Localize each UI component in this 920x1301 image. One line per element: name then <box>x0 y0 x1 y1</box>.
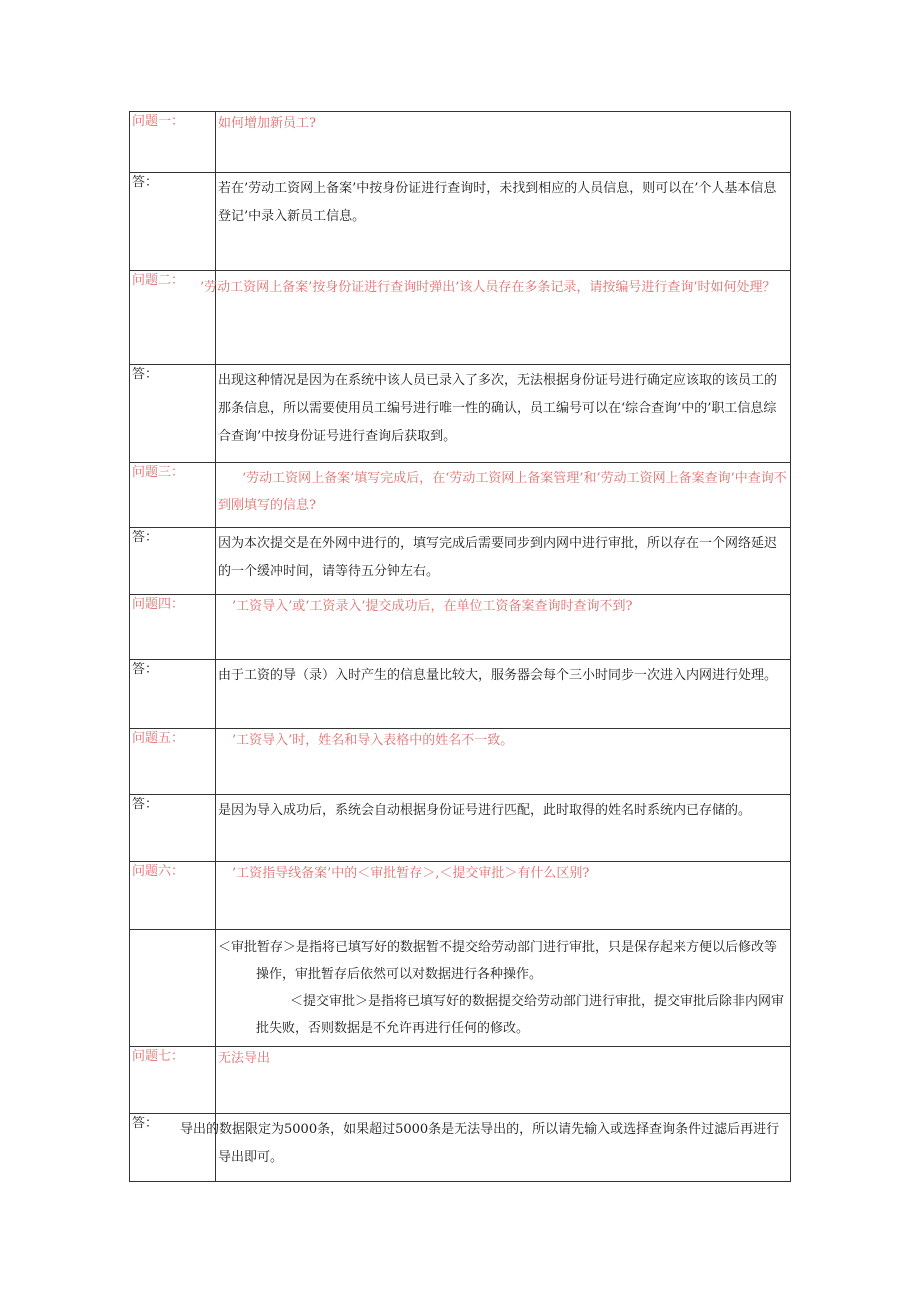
question-label: 问题一： <box>130 112 216 173</box>
answer-text: 导出的数据限定为5000条，如果超过5000条是无法导出的，所以请先输入或选择查询条件过滤后再进行导出即可。 <box>216 1114 791 1182</box>
answer-row <box>130 930 791 1047</box>
question-label: 问题七： <box>130 1047 216 1114</box>
answer-label: 答： <box>130 795 216 862</box>
question-row <box>130 463 791 528</box>
question-text: 无法导出 <box>216 1047 791 1114</box>
question-row <box>130 1047 791 1114</box>
answer-row <box>130 1114 791 1182</box>
answer-paragraph: ＜提交审批＞是指将已填写好的数据提交给劳动部门进行审批，提交审批后除非内网审批失败，否则数据是不允许再进行任何的修改。 <box>256 994 785 1036</box>
question-label: 问题五： <box>130 729 216 795</box>
question-label: 问题六： <box>130 862 216 930</box>
question-row <box>130 595 791 660</box>
answer-row <box>130 365 791 463</box>
answer-text: 因为本次提交是在外网中进行的，填写完成后需要同步到内网中进行审批，所以存在一个网络延迟的一个缓冲时间，请等待五分钟左右。 <box>216 528 791 595</box>
question-text: ’工资指导线备案’中的＜审批暂存＞,＜提交审批＞有什么区别? <box>216 862 791 930</box>
question-label: 问题四： <box>130 595 216 660</box>
question-row <box>130 729 791 795</box>
answer-row <box>130 795 791 862</box>
answer-row <box>130 528 791 595</box>
answer-row <box>130 660 791 729</box>
faq-table <box>129 111 791 1182</box>
question-text: ‘劳动工资网上备案’填写完成后，在‘劳动工资网上备案管理’和’劳动工资网上备案查询’中查询不到刚填写的信息? <box>216 463 791 528</box>
answer-label: 答： <box>130 528 216 595</box>
question-label: 问题二： <box>130 271 216 365</box>
answer-text: 由于工资的导（录）入时产生的信息量比较大，服务器会每个三小时同步一次进入内网进行处理。 <box>216 660 791 729</box>
question-row <box>130 271 791 365</box>
answer-text <box>216 930 791 1047</box>
question-text: 如何增加新员工? <box>216 112 791 173</box>
answer-label <box>130 930 216 1047</box>
question-row <box>130 112 791 173</box>
question-row <box>130 862 791 930</box>
question-label: 问题三： <box>130 463 216 528</box>
answer-label: 答： <box>130 173 216 271</box>
question-text: ’工资导入’时，姓名和导入表格中的姓名不一致。 <box>216 729 791 795</box>
answer-label: 答： <box>130 365 216 463</box>
answer-row <box>130 173 791 271</box>
answer-label: 答： <box>130 1114 216 1182</box>
answer-text: 出现这种情况是因为在系统中该人员已录入了多次，无法根据身份证号进行确定应该取的该员工的那条信息，所以需要使用员工编号进行唯一性的确认，员工编号可以在‘综合查询’中的’职工信息综合查询’中按身份证号进行查询后获取到。 <box>216 365 791 463</box>
question-text: ’工资导入’或‘工资录入’提交成功后，在单位工资备案查询时查询不到? <box>216 595 791 660</box>
answer-text: 若在’劳动工资网上备案’中按身份证进行查询时，未找到相应的人员信息，则可以在’个人基本信息登记’中录入新员工信息。 <box>216 173 791 271</box>
answer-text: 是因为导入成功后，系统会自动根据身份证号进行匹配，此时取得的姓名时系统内已存储的。 <box>216 795 791 862</box>
question-text: ’劳动工资网上备案’按身份证进行查询时弹出’该人员存在多条记录，请按编号进行查询’时如何处理？ <box>216 271 791 365</box>
answer-label: 答： <box>130 660 216 729</box>
answer-paragraph: ＜审批暂存＞是指将已填写好的数据暂不提交给劳动部门进行审批，只是保存起来方便以后修改等操作，审批暂存后依然可以对数据进行各种操作。 <box>218 940 778 982</box>
